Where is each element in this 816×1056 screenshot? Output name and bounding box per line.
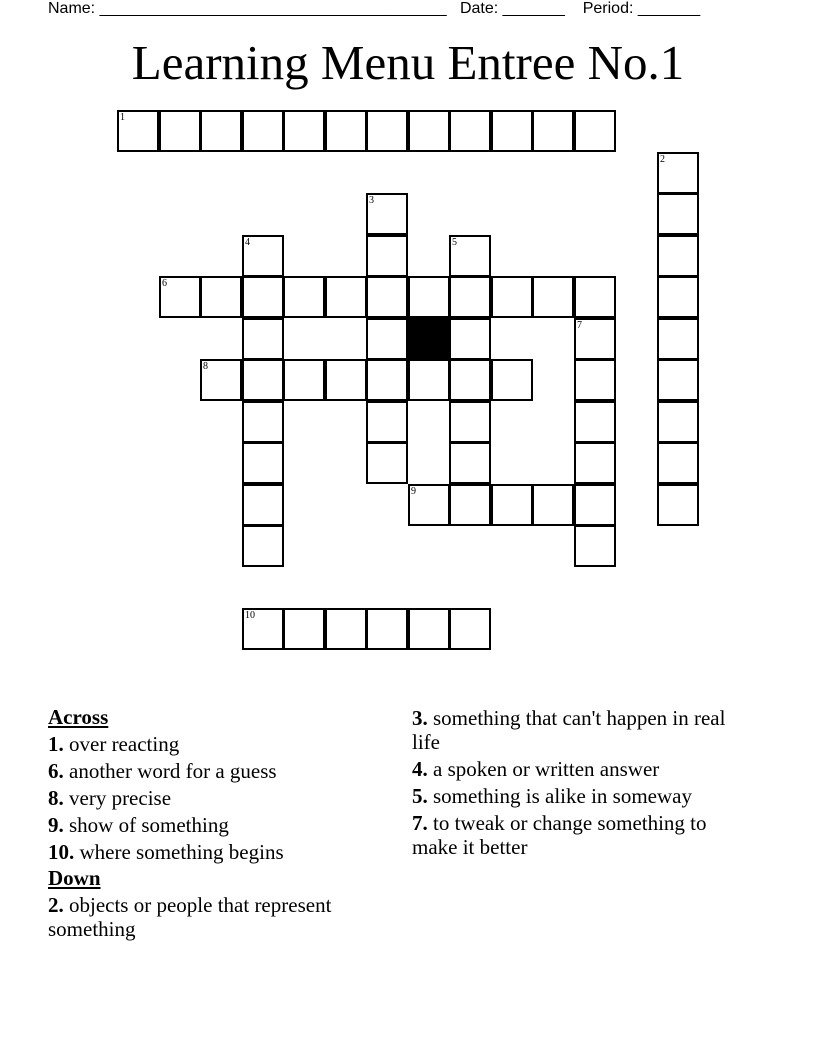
crossword-cell[interactable] bbox=[366, 276, 408, 318]
crossword-cell[interactable] bbox=[657, 401, 699, 443]
across-clue-8 bbox=[48, 786, 378, 810]
crossword-cell[interactable] bbox=[366, 235, 408, 277]
clue-number: 3. bbox=[412, 706, 428, 730]
clue-text: very precise bbox=[69, 786, 172, 810]
clue-text: over reacting bbox=[69, 732, 180, 756]
down-clue-4 bbox=[412, 757, 752, 781]
clue-text: show of something bbox=[69, 813, 229, 837]
crossword-cell[interactable] bbox=[200, 359, 242, 401]
clue-text: to tweak or change something to make it better bbox=[412, 811, 707, 859]
crossword-cell[interactable] bbox=[574, 484, 616, 526]
crossword-cell[interactable] bbox=[408, 484, 450, 526]
crossword-cell[interactable] bbox=[574, 318, 616, 360]
clue-number: 1. bbox=[48, 732, 64, 756]
crossword-cell[interactable] bbox=[159, 110, 201, 152]
across-clue-1 bbox=[48, 732, 378, 756]
crossword-cell[interactable] bbox=[657, 235, 699, 277]
crossword-cell[interactable] bbox=[408, 608, 450, 650]
clues-left-column bbox=[48, 703, 378, 941]
crossword-cell[interactable] bbox=[449, 110, 491, 152]
clue-text: where something begins bbox=[79, 840, 284, 864]
crossword-cell[interactable] bbox=[366, 608, 408, 650]
crossword-cell[interactable] bbox=[449, 235, 491, 277]
crossword-cell[interactable] bbox=[574, 276, 616, 318]
crossword-cell[interactable] bbox=[283, 110, 325, 152]
crossword-cell[interactable] bbox=[574, 359, 616, 401]
crossword-cell[interactable] bbox=[408, 110, 450, 152]
date-field-label[interactable]: Date: _______ bbox=[459, 0, 565, 17]
clue-number-label: 5 bbox=[452, 237, 457, 248]
across-clue-6 bbox=[48, 759, 378, 783]
crossword-cell[interactable] bbox=[366, 359, 408, 401]
clue-number-label: 2 bbox=[660, 154, 665, 165]
crossword-cell[interactable] bbox=[532, 110, 574, 152]
period-field-label[interactable]: Period: _______ bbox=[582, 0, 701, 17]
crossword-cell[interactable] bbox=[200, 110, 242, 152]
crossword-cell[interactable] bbox=[159, 276, 201, 318]
crossword-cell[interactable] bbox=[574, 110, 616, 152]
crossword-cell[interactable] bbox=[491, 110, 533, 152]
clues-right-column bbox=[412, 703, 752, 859]
clue-number-label: 9 bbox=[411, 486, 416, 497]
crossword-cell[interactable] bbox=[325, 110, 367, 152]
across-clue-9 bbox=[48, 813, 378, 837]
page-title: Learning Menu Entree No.1 bbox=[131, 35, 685, 90]
crossword-cell[interactable] bbox=[366, 110, 408, 152]
crossword-cell[interactable] bbox=[574, 442, 616, 484]
crossword-cell[interactable] bbox=[491, 276, 533, 318]
crossword-cell[interactable] bbox=[408, 359, 450, 401]
crossword-cell[interactable] bbox=[325, 608, 367, 650]
clue-number-label: 8 bbox=[203, 361, 208, 372]
clue-number-label: 7 bbox=[577, 320, 582, 331]
crossword-cell[interactable] bbox=[532, 484, 574, 526]
crossword-cell[interactable] bbox=[325, 276, 367, 318]
clue-number: 2. bbox=[48, 893, 64, 917]
crossword-cell[interactable] bbox=[449, 608, 491, 650]
crossword-cell[interactable] bbox=[574, 401, 616, 443]
clue-number: 10. bbox=[48, 840, 75, 864]
clue-text: objects or people that represent something bbox=[48, 893, 332, 941]
crossword-cell[interactable] bbox=[408, 276, 450, 318]
crossword-cell[interactable] bbox=[283, 608, 325, 650]
clue-number-label: 10 bbox=[245, 610, 255, 621]
crossword-cell[interactable] bbox=[657, 442, 699, 484]
crossword-cell[interactable] bbox=[242, 484, 284, 526]
crossword-cell[interactable] bbox=[449, 359, 491, 401]
crossword-cell[interactable] bbox=[117, 110, 159, 152]
crossword-cell[interactable] bbox=[200, 276, 242, 318]
clue-number: 5. bbox=[412, 784, 428, 808]
crossword-cell[interactable] bbox=[491, 359, 533, 401]
clue-number: 6. bbox=[48, 759, 64, 783]
clue-number: 4. bbox=[412, 757, 428, 781]
clue-text: a spoken or written answer bbox=[433, 757, 660, 781]
clue-number-label: 3 bbox=[369, 195, 374, 206]
clue-number: 8. bbox=[48, 786, 64, 810]
crossword-cell[interactable] bbox=[366, 193, 408, 235]
crossword-cell[interactable] bbox=[574, 525, 616, 567]
clue-number-label: 4 bbox=[245, 237, 250, 248]
crossword-cell[interactable] bbox=[449, 484, 491, 526]
clue-number: 7. bbox=[412, 811, 428, 835]
crossword-cell[interactable] bbox=[449, 318, 491, 360]
crossword-cell[interactable] bbox=[325, 359, 367, 401]
clue-text: something is alike in someway bbox=[433, 784, 692, 808]
crossword-cell[interactable] bbox=[242, 276, 284, 318]
crossword-cell[interactable] bbox=[242, 442, 284, 484]
crossword-cell[interactable] bbox=[657, 193, 699, 235]
crossword-cell[interactable] bbox=[242, 318, 284, 360]
crossword-cell[interactable] bbox=[242, 359, 284, 401]
crossword-cell[interactable] bbox=[242, 401, 284, 443]
crossword-cell[interactable] bbox=[657, 359, 699, 401]
crossword-cell[interactable] bbox=[366, 401, 408, 443]
crossword-cell[interactable] bbox=[366, 442, 408, 484]
crossword-cell[interactable] bbox=[449, 442, 491, 484]
crossword-cell[interactable] bbox=[657, 318, 699, 360]
down-clue-2 bbox=[48, 893, 378, 941]
crossword-cell[interactable] bbox=[657, 484, 699, 526]
crossword-cell[interactable] bbox=[449, 276, 491, 318]
down-clue-5 bbox=[412, 784, 752, 808]
down-heading: Down bbox=[48, 866, 101, 890]
clue-number-label: 1 bbox=[120, 112, 125, 123]
crossword-cell[interactable] bbox=[532, 276, 574, 318]
crossword-cell[interactable] bbox=[242, 110, 284, 152]
crossword-cell[interactable] bbox=[283, 359, 325, 401]
name-field-label[interactable]: Name: _______________________________________ bbox=[48, 0, 447, 17]
across-clue-10 bbox=[48, 840, 378, 864]
crossword-cell[interactable] bbox=[657, 152, 699, 194]
clue-text: something that can't happen in real life bbox=[412, 706, 726, 754]
crossword-cell[interactable] bbox=[242, 235, 284, 277]
clue-text: another word for a guess bbox=[69, 759, 277, 783]
across-clue-list bbox=[48, 732, 378, 864]
down-clue-3 bbox=[412, 706, 752, 754]
down-clue-7 bbox=[412, 811, 752, 859]
crossword-cell[interactable] bbox=[242, 525, 284, 567]
clue-number-label: 6 bbox=[162, 278, 167, 289]
across-heading: Across bbox=[48, 705, 109, 729]
crossword-cell[interactable] bbox=[657, 276, 699, 318]
crossword-cell[interactable] bbox=[449, 401, 491, 443]
crossword-cell[interactable] bbox=[491, 484, 533, 526]
clue-number: 9. bbox=[48, 813, 64, 837]
crossword-cell[interactable] bbox=[366, 318, 408, 360]
crossword-black-cell bbox=[408, 318, 450, 360]
crossword-cell[interactable] bbox=[283, 276, 325, 318]
crossword-cell[interactable] bbox=[242, 608, 284, 650]
